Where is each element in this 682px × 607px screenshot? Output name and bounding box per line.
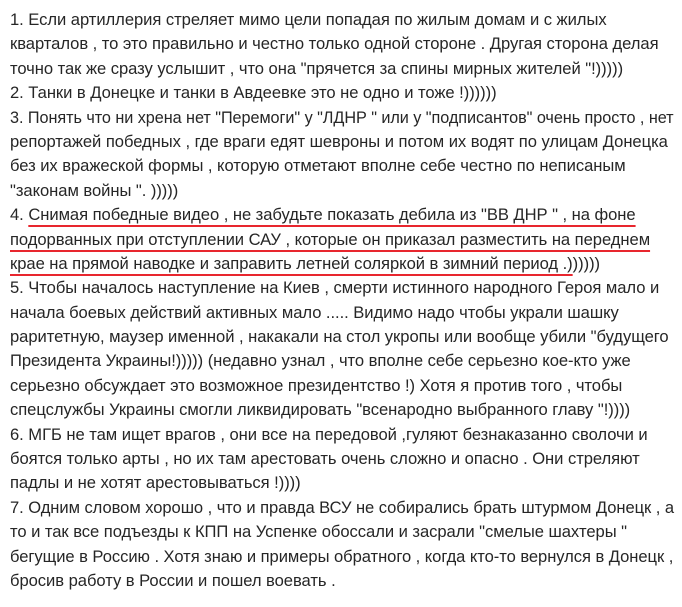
underlined-text: крае на прямой наводке и заправить летней соляркой в зимний период .) [10, 253, 573, 273]
paragraph-2 [10, 81, 678, 105]
text-line [10, 228, 678, 252]
text-line: без их вражеской формы , которую отметают вполне себе честно по неписаным [10, 156, 626, 176]
paragraph-6 [10, 423, 678, 496]
line-suffix: ))))) [572, 253, 601, 273]
text-line: точно так же сразу услышит , что она "прячется за спины мирных жителей "!))))) [10, 58, 624, 78]
paragraph-5 [10, 276, 678, 422]
text-line: бросив работу в России и пошел воевать . [10, 570, 336, 590]
text-line: спецслужбы Украины смогли ликвидировать "всенародно выбранного главу "!)))) [10, 400, 631, 420]
paragraph-3 [10, 106, 678, 204]
text-line [10, 203, 678, 227]
text-line: падлы и не хотят арестовываться !)))) [10, 473, 301, 493]
paragraph-4-highlighted [10, 203, 678, 276]
text-line: Президента Украины!))))) (недавно узнал , что вполне себе серьезно кое-кто уже [10, 351, 631, 371]
document-body [10, 8, 678, 593]
text-line: 3. Понять что ни хрена нет "Перемоги" у "ЛДНР " или у "подписантов" очень просто , нет [10, 108, 674, 127]
text-line: то и так все подъезды к КПП на Успенке обоссали и засрали "смелые шахтеры " [10, 522, 627, 542]
paragraph-7 [10, 496, 678, 594]
text-line: кварталов , то это правильно и честно только одной стороне . Другая сторона делая [10, 34, 659, 54]
text-line: боятся только арты , но их там арестовать очень сложно и опасно . Они стреляют [10, 449, 640, 469]
text-line: бегущие в Россию . Хотя знаю и примеры обратного , когда кто-то вернулся в Донецк , [10, 546, 674, 566]
underlined-text: подорванных при отступлении САУ , которые он приказал разместить на переднем [10, 229, 651, 249]
text-line [10, 252, 678, 276]
paragraph-1 [10, 8, 678, 81]
text-line: 1. Если артиллерия стреляет мимо цели попадая по жилым домам и с жилых [10, 10, 607, 29]
text-line: раритетную, маузер именной , накакали на стол укропы или вообще убили "будущего [10, 327, 669, 347]
line-prefix: 4. [10, 205, 29, 225]
text-line: 6. МГБ не там ищет врагов , они все на передовой ,гуляют безнаказанно сволочи и [10, 424, 648, 444]
text-line: "законам войны ". ))))) [10, 180, 179, 200]
text-line: 5. Чтобы началось наступление на Киев , смерти истинного народного Героя мало и [10, 278, 660, 298]
text-line: 7. Одним словом хорошо , что и правда ВСУ не собирались брать штурмом Донецк , а [10, 497, 675, 517]
text-line: начала боевых действий активных мало ..... Видимо надо чтобы украли шашку [10, 302, 619, 322]
text-line: репортажей победных , где враги едят шевроны и потом их водят по улицам Донецка [10, 131, 668, 151]
text-line: 2. Танки в Донецке и танки в Авдеевке это не одно и тоже !)))))) [10, 83, 497, 103]
underlined-text: Снимая победные видео , не забудьте показать дебила из "ВВ ДНР " , на фоне [28, 205, 636, 225]
text-line: серьезно обсуждает это возможное президентство !) Хотя я против того , чтобы [10, 375, 623, 395]
